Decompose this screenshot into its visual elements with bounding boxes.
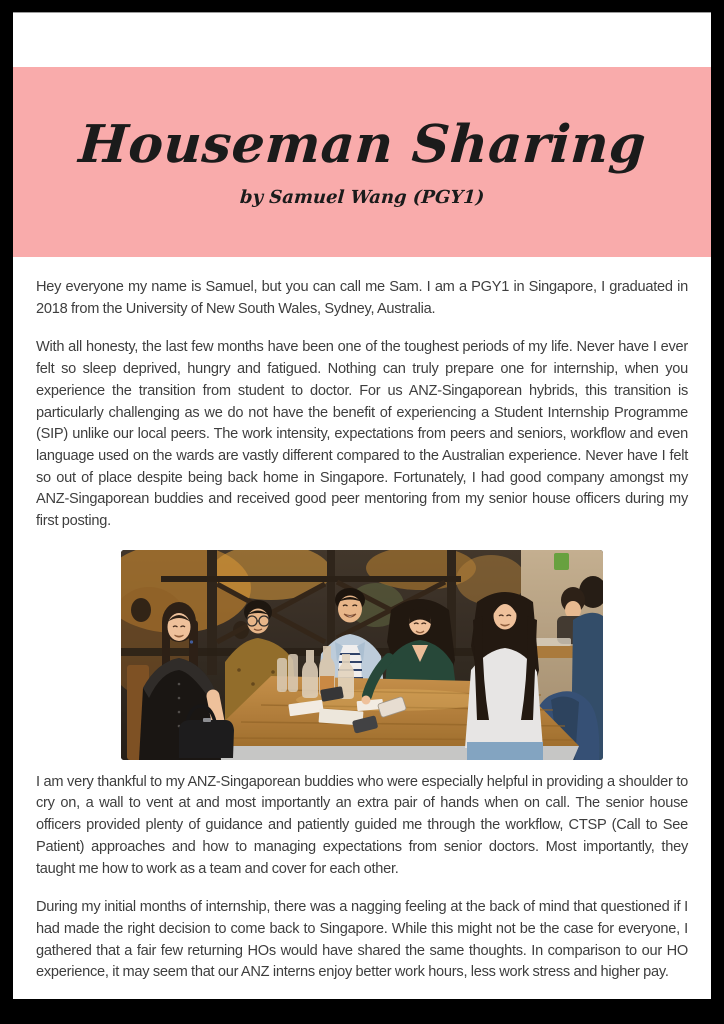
page-title: Houseman Sharing [76, 114, 648, 176]
paragraph-toughest-months: With all honesty, the last few months have been one of the toughest periods of my life. Never have I ever felt so sleep deprived, hungry and fatigued. Nothing can truly prepare one for internship, when you experience the transition from student to doctor. For us ANZ-Singaporean hybrids, this transition is particularly challenging as we do not have the benefit of experiencing a Student Internship Programme (SIP) unlike our local peers. The work intensity, expectations from peers and seniors, workflow and even language used on the wards are vastly different compared to the Australian experience. Never have I felt so out of place despite being back home in Singapore. Fortunately, I had good company amongst my ANZ-Singaporean buddies and received good peer mentoring from my senior house officers during my first posting. [36, 339, 688, 530]
paragraph-thankful: I am very thankful to my ANZ-Singaporean buddies who were especially helpful in providing a shoulder to cry on, a wall to vent at and most importantly an extra pair of hands when on call. The senior house officers provided plenty of guidance and patiently guided me through the workflow, CTSP (Call to See Patient) approaches and how to managing expectations from senior doctors. Most importantly, they taught me how to work as a team and cover for each other. [36, 773, 688, 877]
paragraph-intro: Hey everyone my name is Samuel, but you can call me Sam. I am a PGY1 in Singapore, I graduated in 2018 from the University of New South Wales, Sydney, Australia. [36, 279, 688, 317]
photo-warm-tint [121, 550, 603, 760]
byline: by Samuel Wang (PGY1) [239, 186, 485, 208]
document-page [13, 12, 711, 999]
article-body [13, 257, 711, 984]
header-banner [13, 67, 711, 257]
group-photo-illustration [121, 550, 603, 760]
paragraph-initial-months: During my initial months of internship, there was a nagging feeling at the back of mind that questioned if I had made the right decision to come back to Singapore. While this might not be the case for everyone, I gathered that a fair few returning HOs would have shared the same thoughts. In comparison to our HO experience, it may seem that our ANZ interns enjoy better work hours, less work stress and higher pay. [36, 899, 688, 981]
group-photo [121, 550, 603, 760]
